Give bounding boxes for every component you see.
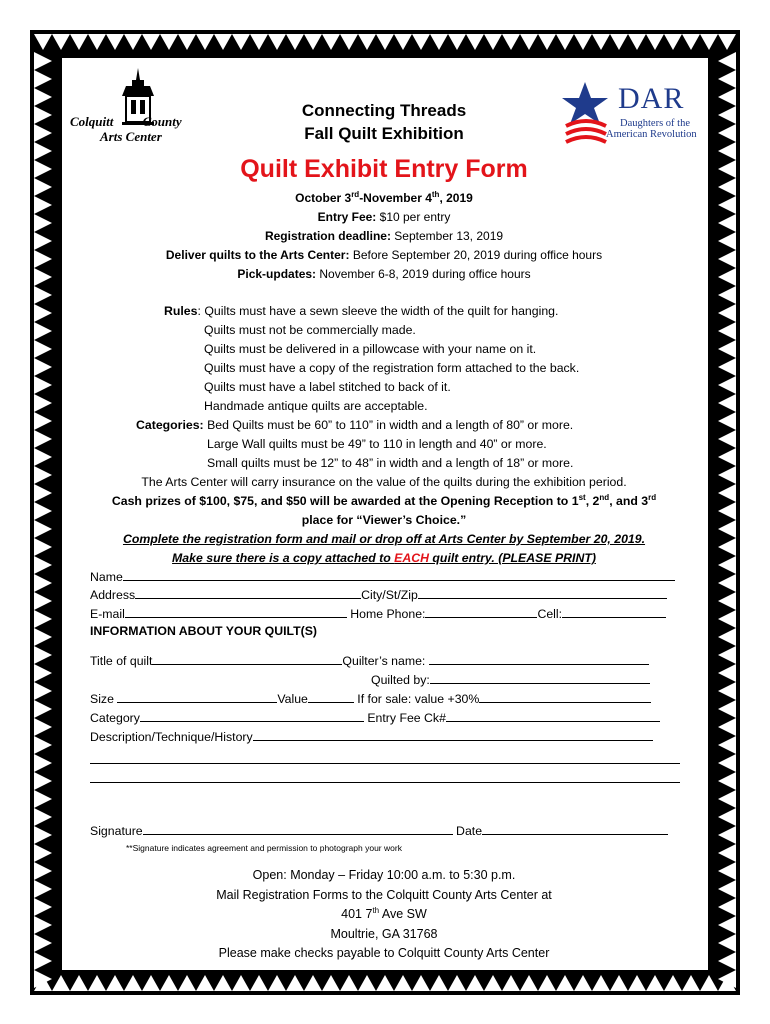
category-item: Small quilts must be 12” to 48” in width and a length of 18” or more. <box>207 456 574 470</box>
description-field[interactable] <box>90 728 680 746</box>
event-dates: October 3rd-November 4th, 2019 <box>295 190 473 205</box>
event-info <box>66 189 702 284</box>
city-label: City/St/Zip <box>361 588 418 602</box>
instructions-line2: Make sure there is a copy attached to EACH quilt entry. (PLEASE PRINT) <box>172 551 596 565</box>
entry-fee-label: Entry Fee Ck# <box>363 711 446 725</box>
entry-form-page <box>66 62 702 966</box>
quilt-info-heading: INFORMATION ABOUT YOUR QUILT(S) <box>90 624 318 638</box>
date-label: Date <box>452 824 483 838</box>
description-label: Description/Technique/History <box>90 730 253 744</box>
email-line[interactable] <box>125 605 347 618</box>
for-sale-line[interactable] <box>479 690 651 703</box>
each-emphasis: EACH <box>394 551 429 565</box>
entry-fee: Entry Fee: $10 per entry <box>317 210 451 224</box>
name-label: Name <box>90 570 123 584</box>
check-payable: Please make checks payable to Colquitt County Arts Center <box>218 946 550 960</box>
home-phone-label: Home Phone: <box>346 607 426 621</box>
pickup-info: Pick-updates: November 6-8, 2019 during office hours <box>237 267 531 281</box>
email-label: E-mail <box>90 607 125 621</box>
signature-line[interactable] <box>143 822 453 835</box>
description-extra-line[interactable] <box>90 782 680 783</box>
dar-name-line1: Daughters of the <box>620 118 690 129</box>
logo-text-colquitt: Colquitt <box>70 114 114 129</box>
logo-text-arts-center: Arts Center <box>100 129 162 144</box>
name-line[interactable] <box>123 568 675 581</box>
street-address: 401 7th Ave SW <box>341 905 427 921</box>
mail-instructions: Mail Registration Forms to the Colquitt County Arts Center at <box>216 887 552 902</box>
entry-fee-line[interactable] <box>446 709 660 722</box>
size-label: Size <box>90 692 118 706</box>
form-title: Quilt Exhibit Entry Form <box>240 155 528 183</box>
exhibit-title-line2: Fall Quilt Exhibition <box>304 124 464 143</box>
rule-item: Quilts must not be commercially made. <box>204 323 416 337</box>
quilted-by-field[interactable] <box>371 671 671 689</box>
rule-item: Handmade antique quilts are acceptable. <box>204 399 428 413</box>
size-value-field[interactable] <box>90 690 680 708</box>
registration-deadline: Registration deadline: September 13, 2019 <box>264 229 504 243</box>
quilted-by-line[interactable] <box>430 671 650 684</box>
category-first: Categories: Bed Quilts must be 60” to 110” in width and a length of 80” or more. <box>136 418 574 432</box>
dar-name-line2: American Revolution <box>606 129 697 140</box>
address-label: Address <box>90 588 136 602</box>
address-line[interactable] <box>135 586 361 599</box>
dar-abbr: DAR <box>618 82 685 115</box>
address-field[interactable] <box>90 586 680 604</box>
rules-list <box>164 302 694 416</box>
quilter-label: Quilter’s name: <box>342 654 429 668</box>
rule-item: Quilts must have a copy of the registration form attached to the back. <box>204 361 580 375</box>
quilt-title-field[interactable] <box>90 652 680 670</box>
exhibit-title-line1: Connecting Threads <box>301 101 467 120</box>
title-label: Title of quilt <box>90 654 153 668</box>
signature-label: Signature <box>90 824 143 838</box>
cell-label: Cell: <box>537 607 563 621</box>
rule-item: Quilts must have a label stitched to back of it. <box>204 380 451 394</box>
description-line[interactable] <box>253 728 653 741</box>
instructions-line1: Complete the registration form and mail or drop off at Arts Center by September 20, 2019. <box>122 532 646 546</box>
name-field[interactable] <box>90 568 680 586</box>
home-phone-line[interactable] <box>425 605 537 618</box>
cash-prizes: Cash prizes of $100, $75, and $50 will be awarded at the Opening Reception to 1st, 2nd, and 3rd <box>111 492 657 508</box>
rule-item: Quilts must be delivered in a pillowcase with your name on it. <box>204 342 537 356</box>
footer-info <box>66 866 702 964</box>
quilted-by-label: Quilted by: <box>371 673 430 687</box>
title-line[interactable] <box>152 652 342 665</box>
cell-line[interactable] <box>562 605 666 618</box>
quilter-line[interactable] <box>429 652 649 665</box>
city-line[interactable] <box>418 586 667 599</box>
city-address: Moultrie, GA 31768 <box>330 926 438 941</box>
viewers-choice: place for “Viewer’s Choice.” <box>301 513 467 527</box>
categories-list <box>136 416 696 473</box>
office-hours: Open: Monday – Friday 10:00 a.m. to 5:30 p.m. <box>252 868 516 882</box>
description-extra-line[interactable] <box>90 763 680 764</box>
date-line[interactable] <box>482 822 668 835</box>
category-field[interactable] <box>90 709 680 727</box>
category-line[interactable] <box>140 709 364 722</box>
contact-field[interactable] <box>90 605 680 623</box>
signature-field[interactable] <box>90 822 680 840</box>
category-label: Category <box>90 711 140 725</box>
for-sale-label: If for sale: value +30% <box>353 692 480 706</box>
signature-note: **Signature indicates agreement and permission to photograph your work <box>126 843 402 853</box>
delivery-info: Deliver quilts to the Arts Center: Before September 20, 2019 during office hours <box>165 248 603 262</box>
value-line[interactable] <box>308 690 354 703</box>
value-label: Value <box>277 692 308 706</box>
logo-text-county: County <box>142 114 182 129</box>
category-item: Large Wall quilts must be 49” to 110 in length and 40” or more. <box>207 437 547 451</box>
rule-first: Rules: Quilts must have a sewn sleeve the width of the quilt for hanging. <box>164 304 559 318</box>
size-line[interactable] <box>117 690 277 703</box>
insurance-note: The Arts Center will carry insurance on the value of the quilts during the exhibition period. <box>141 475 627 489</box>
